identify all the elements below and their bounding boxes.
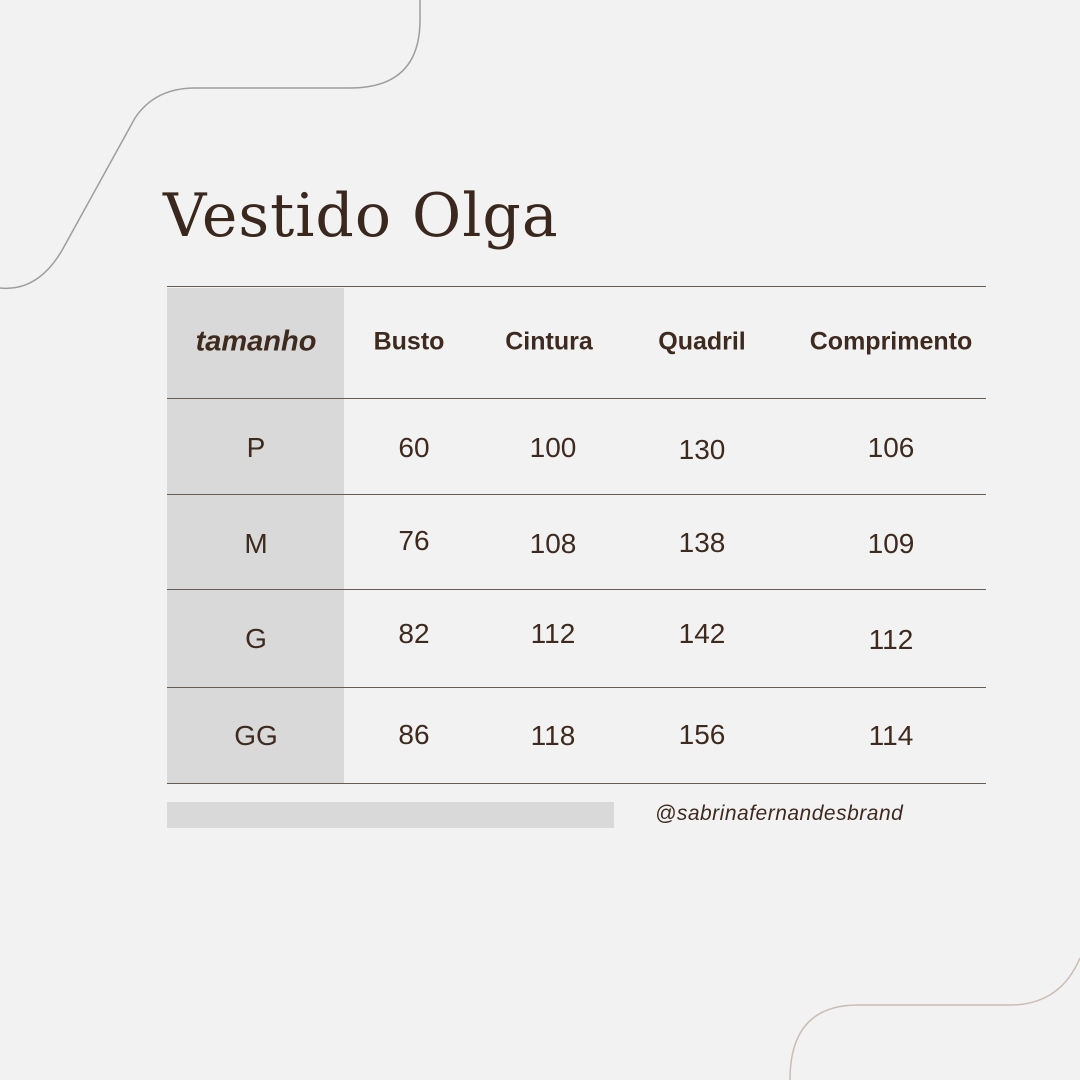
table-row-divider — [167, 398, 986, 399]
cintura-value: 112 — [530, 618, 576, 649]
cintura-value: 100 — [529, 432, 577, 463]
size-label: P — [246, 432, 266, 463]
comprimento-value: 112 — [868, 624, 914, 655]
busto-value: 86 — [398, 719, 430, 750]
quadril-value: 142 — [678, 618, 726, 649]
busto-value: 76 — [398, 525, 430, 556]
table-row-divider — [167, 589, 986, 590]
comprimento-value: 109 — [867, 528, 915, 559]
header-comprimento: Comprimento — [809, 327, 973, 356]
table-row-divider — [167, 494, 986, 495]
header-busto: Busto — [373, 327, 445, 356]
footer-accent-bar — [167, 802, 614, 828]
header-size: tamanho — [195, 325, 317, 358]
comprimento-value: 106 — [867, 432, 915, 463]
size-label: G — [245, 623, 267, 654]
comprimento-value: 114 — [868, 720, 914, 751]
table-row-divider — [167, 687, 986, 688]
header-quadril: Quadril — [658, 327, 746, 356]
quadril-value: 138 — [678, 527, 726, 558]
cintura-value: 118 — [530, 720, 576, 751]
header-cintura: Cintura — [505, 327, 593, 356]
instagram-handle: @sabrinafernandesbrand — [655, 802, 904, 825]
quadril-value: 130 — [678, 434, 726, 465]
busto-value: 60 — [398, 432, 430, 463]
bottom-right-curve — [790, 958, 1080, 1080]
size-label: GG — [234, 720, 278, 751]
busto-value: 82 — [398, 618, 430, 649]
cintura-value: 108 — [529, 528, 577, 559]
table-top-rule — [167, 286, 986, 287]
size-label: M — [244, 528, 268, 559]
table-bottom-rule — [167, 783, 986, 784]
page-title: Vestido Olga — [163, 181, 559, 251]
quadril-value: 156 — [678, 719, 726, 750]
